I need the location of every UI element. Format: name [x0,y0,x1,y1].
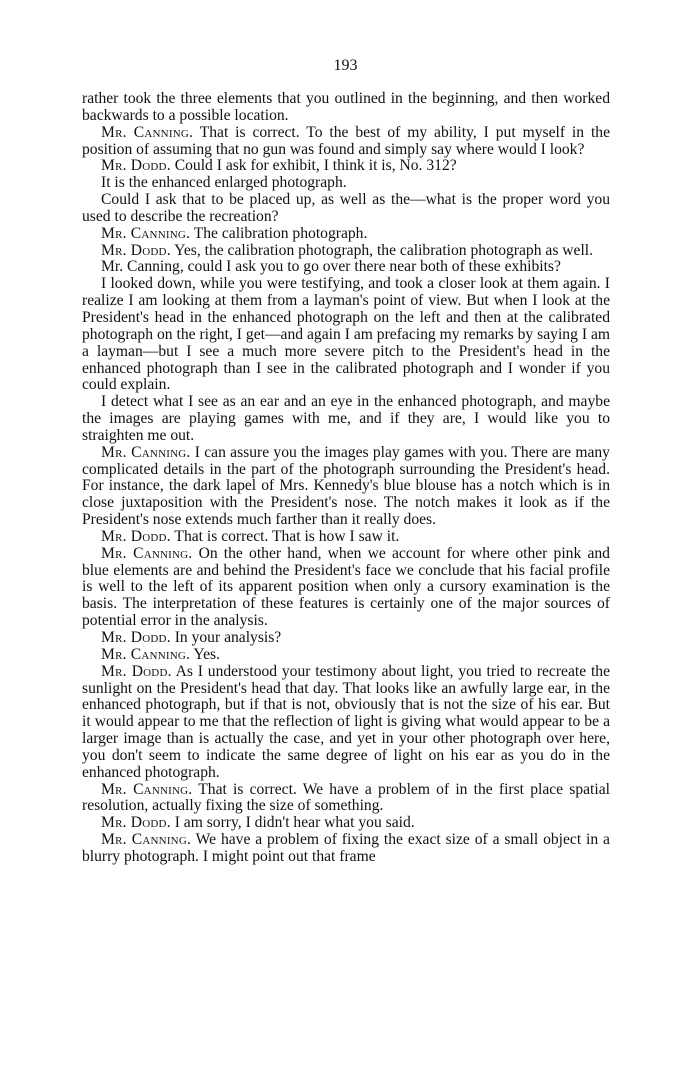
speaker-name: Mr. Dodd. [101,662,172,680]
paragraph [82,647,610,664]
paragraph-text: It is the enhanced enlarged photograph. [101,174,347,192]
paragraph-text: I am sorry, I didn't hear what you said. [174,814,415,832]
speaker-name: Mr. Canning. [101,123,194,141]
paragraph [82,630,610,647]
paragraph [82,782,610,816]
paragraph [82,175,610,192]
paragraph-text: The calibration photograph. [193,224,368,242]
paragraph [82,158,610,175]
paragraph-text: That is correct. To the best of my ability, I put myself in the position of assuming that no gun was found and simply say where would I look? [82,123,610,158]
paragraph [82,529,610,546]
paragraph [82,815,610,832]
speaker-name: Mr. Canning. [101,780,193,798]
paragraph-text: I looked down, while you were testifying, and took a closer look at them again. I realize I am looking at them from a layman's point of view. But when I look at the President's head in the enhanced photograph on the left and then at the calibrated photograph on the right, I get—and again I am prefacing my remarks by saying I am a layman—but I see a much more severe pitch to the President's head in the enhanced photograph than I see in the calibrated photograph and I wonder if you could explain. [82,275,610,394]
paragraph-text: Yes. [193,645,221,663]
paragraph-text: Could I ask that to be placed up, as well as the—what is the proper word you used to describe the recreation? [82,191,610,225]
paragraph-text: We have a problem of fixing the exact size of a small object in a blurry photograph. I might point out that frame [82,831,610,865]
paragraph [82,664,610,782]
speaker-name: Mr. Dodd. [101,527,171,545]
paragraph [82,445,610,529]
paragraph-text: rather took the three elements that you outlined in the beginning, and then worked backwards to a possible location. [82,90,610,124]
paragraph-text: That is correct. That is how I saw it. [174,527,400,545]
paragraph [82,546,610,630]
paragraph-text: I detect what I see as an ear and an eye in the enhanced photograph, and maybe the images are playing games with me, and if they are, I would like you to straighten me out. [82,393,610,444]
paragraph-text: On the other hand, when we account for where other pink and blue elements are and behind the President's face we conclude that his facial profile is well to the left of its apparent position when only a cursory examination is the basis. The interpretation of these features is certainly one of the major sources of potential error in the analysis. [82,544,610,630]
paragraph-text: Yes, the calibration photograph, the calibration photograph as well. [174,241,594,259]
paragraph [82,91,610,125]
speaker-name: Mr. Dodd. [101,157,171,175]
speaker-name: Mr. Canning. [101,544,193,562]
speaker-name: Mr. Canning. [101,443,191,461]
page-number: 193 [333,57,358,74]
speaker-name: Mr. Canning. [101,645,191,663]
paragraph [82,226,610,243]
paragraph [82,832,610,866]
paragraph [82,276,610,394]
paragraph-text: In your analysis? [174,629,282,646]
paragraph-text: Mr. Canning, could I ask you to go over there near both of these exhibits? [101,258,561,276]
paragraph [82,243,610,260]
paragraph-text: I can assure you the images play games with you. There are many complicated details in the part of the photograph surrounding the President's head. For instance, the dark lapel of Mrs. Kennedy's blue blouse has a notch which is in close juxtaposition with the President's nose. The notch makes it look as if the President's nose extends much farther than it really does. [82,443,610,529]
paragraph [82,259,610,276]
paragraph-text: That is correct. We have a problem of in the first place spatial resolution, actually fixing the size of something. [82,780,610,815]
paragraph [82,125,610,159]
testimony-text [82,91,610,866]
speaker-name: Mr. Dodd. [101,241,171,259]
speaker-name: Mr. Dodd. [101,629,171,646]
speaker-name: Mr. Canning. [101,224,191,242]
paragraph [82,394,610,445]
speaker-name: Mr. Canning. [101,831,192,849]
paragraph [82,192,610,226]
paragraph-text: Could I ask for exhibit, I think it is, No. 312? [174,157,457,175]
speaker-name: Mr. Dodd. [101,814,171,832]
paragraph-text: As I understood your testimony about light, you tried to recreate the sunlight on the President's head that day. That looks like an awfully large ear, in the enhanced photograph, but if that is not, obviously that is not the size of his ear. But it would appear to me that the reflection of light is giving what would appear to be a larger image than is actually the case, and yet in your other photograph over here, you don't seem to indicate the same degree of light on his ear as you do in the enhanced photograph. [82,662,610,781]
